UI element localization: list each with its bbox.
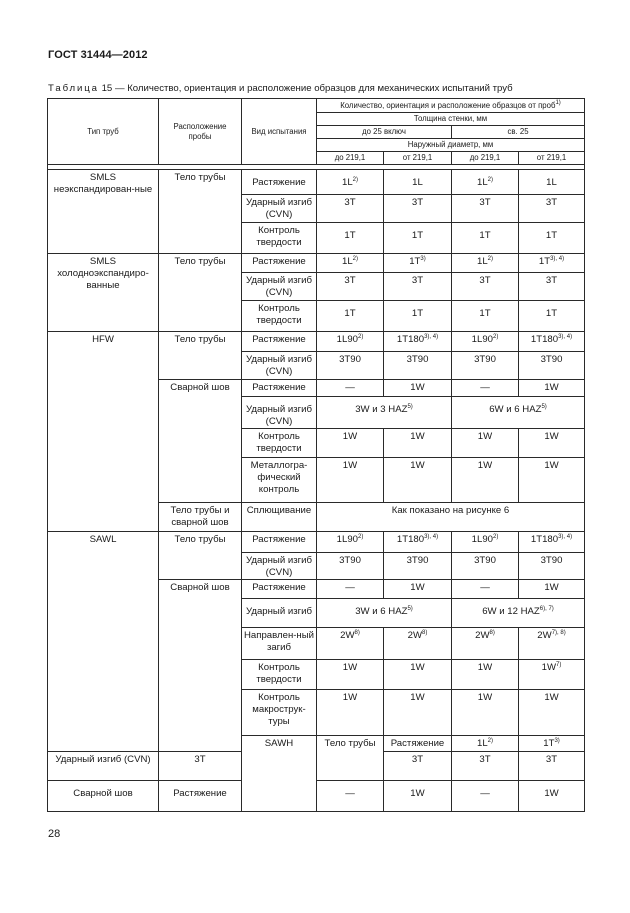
document-header: ГОСТ 31444—2012: [48, 49, 148, 61]
value-cell: $1T^{3), 4)}$: [519, 254, 585, 273]
value-cell: 1W: [384, 458, 452, 503]
value-cell: 1W: [452, 458, 519, 503]
value-cell: 1W: [384, 380, 452, 397]
header-quantity-text: Количество, ориентация и расположение образцов от проб: [340, 100, 556, 110]
value-cell: 6W и 12 $HAZ^{6), 7)}$: [452, 599, 585, 628]
value-cell: 3T90: [452, 352, 519, 380]
test-cell: Растяжение: [384, 736, 452, 752]
value-cell: $1T180^{3), 4)}$: [519, 532, 585, 553]
test-cell: Контроль макрострук-туры: [242, 690, 317, 736]
test-cell: Растяжение: [242, 580, 317, 599]
value-cell: $1T^{3)}$: [384, 254, 452, 273]
value-cell: 3T90: [317, 352, 384, 380]
value-cell: 3T: [519, 752, 585, 781]
value-cell: $1L^{2)}$: [452, 254, 519, 273]
value-cell: $1W^{7)}$: [519, 660, 585, 690]
value-cell: 1W: [317, 690, 384, 736]
value-cell: 3T: [519, 195, 585, 223]
table-row: [48, 532, 585, 553]
tube-type-cell: SAWH: [242, 736, 317, 812]
value-cell: 3T90: [519, 553, 585, 580]
location-cell: Сварной шов: [48, 781, 159, 812]
test-cell: Ударный изгиб (CVN): [242, 273, 317, 301]
value-cell: $1T^{3)}$: [519, 736, 585, 752]
value-cell: —: [452, 580, 519, 599]
value-cell: —: [317, 580, 384, 599]
value-cell: 1L90$^{2)}$: [452, 332, 519, 352]
value-cell: 3T: [519, 273, 585, 301]
test-cell: Ударный изгиб (CVN): [242, 397, 317, 429]
value-cell: 1T: [452, 223, 519, 254]
value-cell: 1T: [384, 223, 452, 254]
location-cell: Тело трубы и сварной шов: [159, 503, 242, 532]
value-cell: 1W: [519, 690, 585, 736]
test-cell: Ударный изгиб (CVN): [48, 752, 159, 781]
test-cell: Контроль твердости: [242, 429, 317, 458]
value-cell: 3T: [384, 752, 452, 781]
value-cell: 3T: [452, 273, 519, 301]
value-cell: 1W: [519, 781, 585, 812]
value-cell: 1L90$^{2)}$: [452, 532, 519, 553]
value-cell: $2W^{8)}$: [452, 628, 519, 660]
table-row: [48, 332, 585, 352]
value-cell: —: [452, 380, 519, 397]
location-cell: Тело трубы: [159, 532, 242, 580]
caption-number: 15: [101, 83, 113, 94]
value-cell: 3T90: [384, 352, 452, 380]
value-cell: 3W и 6 HAZ$^{5)}$: [317, 599, 452, 628]
value-cell: $2W^{8)}$: [384, 628, 452, 660]
test-cell: Ударный изгиб (CVN): [242, 352, 317, 380]
value-cell: 1L90$^{2)}$: [317, 532, 384, 553]
table-row: [48, 781, 585, 812]
value-cell: $1L^{2)}$: [317, 254, 384, 273]
location-cell: Сварной шов: [159, 580, 242, 752]
table-row: [48, 170, 585, 195]
location-cell: Тело трубы: [159, 170, 242, 254]
tube-type-cell: SMLS неэкспандирован-ные: [48, 170, 159, 254]
header-quantity: [317, 99, 585, 113]
value-cell: $1L^{2)}$: [452, 170, 519, 195]
header-d4: от 219,1: [519, 152, 585, 165]
value-cell: 1T: [317, 223, 384, 254]
value-cell: 3W и 3 HAZ$^{5)}$: [317, 397, 452, 429]
value-cell: —: [317, 380, 384, 397]
caption-text: — Количество, ориентация и расположение образцов для механических испытаний труб: [114, 83, 513, 94]
value-cell: 1W: [519, 458, 585, 503]
header-d1: до 219,1: [317, 152, 384, 165]
tube-type-cell: HFW: [48, 332, 159, 532]
test-cell: Ударный изгиб: [242, 599, 317, 628]
value-cell: 6W и 6 HAZ$^{5)}$: [452, 397, 585, 429]
value-cell: 3T90: [519, 352, 585, 380]
value-cell: 1W: [519, 429, 585, 458]
value-cell: 3T: [317, 195, 384, 223]
value-cell: $1L^{2)}$: [317, 170, 384, 195]
value-cell: 1L: [384, 170, 452, 195]
value-cell: 1T: [519, 301, 585, 332]
value-cell: 1W: [452, 660, 519, 690]
value-cell: 3T90: [452, 553, 519, 580]
caption-label: Таблица: [48, 83, 99, 94]
header-tube-type: Тип труб: [48, 99, 159, 165]
value-cell: 1W: [317, 458, 384, 503]
value-cell: 1T: [452, 301, 519, 332]
test-cell: Растяжение: [159, 781, 242, 812]
value-cell: 1W: [317, 660, 384, 690]
value-cell: 1W: [384, 660, 452, 690]
value-cell: —: [452, 781, 519, 812]
value-cell: 3T: [384, 195, 452, 223]
test-cell: Растяжение: [242, 380, 317, 397]
test-cell: Ударный изгиб (CVN): [242, 553, 317, 580]
header-test-type: Вид испытания: [242, 99, 317, 165]
value-cell: $1T180^{3), 4)}$: [384, 332, 452, 352]
location-cell: Тело трубы: [159, 332, 242, 380]
header-location: Расположение пробы: [159, 99, 242, 165]
header-diameter: Наружный диаметр, мм: [317, 139, 585, 152]
location-cell: Сварной шов: [159, 380, 242, 503]
table-caption: [48, 83, 513, 94]
value-cell: 3T: [452, 195, 519, 223]
value-cell: 1W: [384, 429, 452, 458]
value-cell: 1T: [317, 301, 384, 332]
header-wall-a: до 25 включ: [317, 126, 452, 139]
tube-type-cell: SAWL: [48, 532, 159, 752]
test-cell: Контроль твердости: [242, 660, 317, 690]
test-cell: Сплющивание: [242, 503, 317, 532]
header-wall-b: св. 25: [452, 126, 585, 139]
specimen-table: [47, 98, 585, 812]
value-cell: 3T90: [384, 553, 452, 580]
location-cell: Тело трубы: [159, 254, 242, 332]
test-cell: Металлогра-фический контроль: [242, 458, 317, 503]
location-cell: Тело трубы: [317, 736, 384, 781]
test-cell: Растяжение: [242, 332, 317, 352]
test-cell: Растяжение: [242, 532, 317, 553]
value-cell: 1L90$^{2)}$: [317, 332, 384, 352]
header-d2: от 219,1: [384, 152, 452, 165]
value-cell: 1L: [519, 170, 585, 195]
value-cell: 1W: [452, 690, 519, 736]
test-cell: Контроль твердости: [242, 223, 317, 254]
value-cell: $1L^{2)}$: [452, 736, 519, 752]
value-cell: 3T: [159, 752, 242, 781]
test-cell: Ударный изгиб (CVN): [242, 195, 317, 223]
value-cell: 1W: [519, 580, 585, 599]
value-cell: 3T: [317, 273, 384, 301]
header-d3: до 219,1: [452, 152, 519, 165]
value-cell: 1W: [384, 580, 452, 599]
value-cell: 3T: [452, 752, 519, 781]
test-cell: Растяжение: [242, 254, 317, 273]
value-cell: Как показано на рисунке 6: [317, 503, 585, 532]
value-cell: $2W^{7), 8)}$: [519, 628, 585, 660]
value-cell: 3T: [384, 273, 452, 301]
tube-type-cell: SMLS холодноэкспандиро-ванные: [48, 254, 159, 332]
value-cell: 1W: [384, 781, 452, 812]
table-row: [48, 254, 585, 273]
value-cell: 1W: [384, 690, 452, 736]
header-wall: Толщина стенки, мм: [317, 113, 585, 126]
value-cell: 1W: [317, 429, 384, 458]
value-cell: 1T: [384, 301, 452, 332]
value-cell: 1T: [519, 223, 585, 254]
test-cell: Контроль твердости: [242, 301, 317, 332]
value-cell: $1T180^{3), 4)}$: [519, 332, 585, 352]
value-cell: 3T90: [317, 553, 384, 580]
value-cell: $2W^{8)}$: [317, 628, 384, 660]
value-cell: —: [317, 781, 384, 812]
page-number: 28: [48, 828, 61, 840]
value-cell: $1T180^{3), 4)}$: [384, 532, 452, 553]
header-quantity-note: 1): [555, 99, 561, 106]
value-cell: 1W: [452, 429, 519, 458]
test-cell: Направлен-ный загиб: [242, 628, 317, 660]
test-cell: Растяжение: [242, 170, 317, 195]
value-cell: 1W: [519, 380, 585, 397]
